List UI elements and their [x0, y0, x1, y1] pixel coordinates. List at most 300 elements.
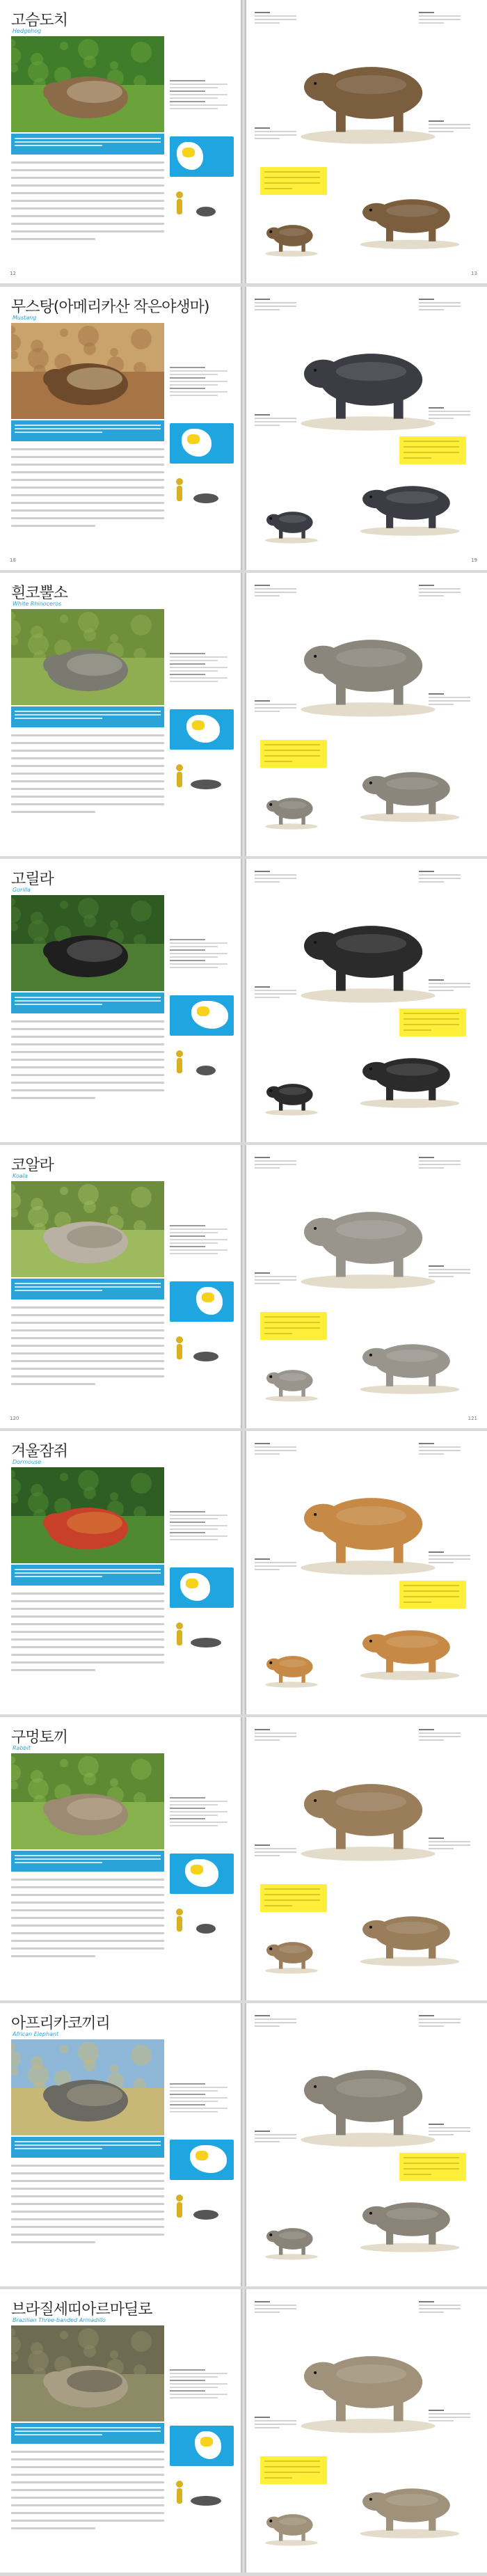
label-line: [255, 585, 270, 586]
caption-line: [15, 1572, 161, 1574]
detail-illustration: [351, 1033, 469, 1109]
caption-line: [15, 2141, 161, 2142]
page-subtitle: White Rhinoceros: [13, 601, 62, 607]
fact-line: [170, 2387, 218, 2388]
book-gutter: [241, 0, 246, 283]
text-line: [11, 230, 164, 232]
label-line: [429, 1555, 470, 1556]
fact-line: [170, 656, 227, 658]
illustration-label: [419, 869, 468, 883]
note-line: [404, 1013, 459, 1014]
label-line: [429, 2124, 444, 2125]
fact-line: [170, 1532, 205, 1533]
page-subtitle: Hedgehog: [13, 28, 42, 34]
map-range-marker: [200, 2437, 213, 2447]
text-line: [11, 757, 164, 759]
label-line: [255, 1167, 280, 1169]
page-number-right: 19: [471, 558, 477, 563]
text-line: [11, 2226, 164, 2228]
caption-line: [15, 1290, 102, 1291]
text-line: [11, 1608, 164, 1610]
fact-line: [170, 101, 205, 102]
label-line: [255, 302, 296, 303]
text-line: [11, 1886, 164, 1888]
label-line: [255, 997, 280, 998]
fact-line: [170, 2394, 227, 2395]
label-line: [429, 693, 444, 695]
main-illustration: [288, 1173, 448, 1291]
spread-armadillo: [0, 2289, 487, 2573]
spread-horse: [0, 287, 487, 570]
text-line: [11, 788, 164, 790]
text-line: [11, 1043, 164, 1045]
label-line: [255, 2308, 296, 2309]
text-line: [11, 517, 164, 519]
fact-line: [170, 2111, 218, 2112]
text-line: [11, 494, 164, 496]
small-illustration: [260, 1640, 323, 1689]
caption-line: [15, 138, 161, 139]
label-line: [429, 131, 454, 132]
fact-line: [170, 1797, 205, 1799]
label-line: [429, 1558, 470, 1560]
fact-line: [170, 2383, 227, 2385]
text-line: [11, 1638, 164, 1641]
label-line: [419, 585, 434, 586]
fact-box: [170, 1509, 234, 1542]
fact-line: [170, 1525, 227, 1526]
text-line: [11, 487, 164, 489]
spread-gorilla: [0, 859, 487, 1142]
label-line: [429, 411, 470, 412]
main-illustration: [288, 315, 448, 433]
fact-line: [170, 677, 227, 679]
fact-line: [170, 1518, 218, 1519]
label-line: [255, 1736, 296, 1737]
label-line: [255, 1558, 270, 1560]
range-map: [170, 1854, 234, 1894]
text-line: [11, 223, 164, 225]
book-gutter: [241, 1145, 246, 1428]
map-range-marker: [192, 720, 205, 730]
main-illustration: [288, 887, 448, 1005]
range-map: [170, 423, 234, 464]
fact-line: [170, 80, 205, 81]
label-line: [255, 2424, 296, 2425]
note-line: [404, 452, 459, 453]
label-line: [255, 1569, 280, 1570]
label-line: [429, 2417, 470, 2418]
text-line: [11, 1925, 164, 1927]
text-line: [11, 1028, 164, 1030]
label-line: [419, 874, 461, 876]
caption-line: [15, 425, 161, 426]
label-line: [429, 697, 470, 698]
fact-line: [170, 1515, 227, 1516]
text-line: [11, 238, 95, 240]
photo-caption: [11, 134, 164, 155]
illustration-label: [255, 698, 303, 712]
illustration-label: [255, 10, 303, 24]
page-subtitle: Koala: [13, 1173, 28, 1179]
page-number-right: 121: [468, 1416, 477, 1421]
text-line: [11, 2188, 164, 2190]
text-line: [11, 2234, 164, 2236]
text-line: [11, 1329, 164, 1332]
fact-line: [170, 1511, 205, 1512]
fact-line: [170, 2094, 205, 2095]
range-map: [170, 1567, 234, 1608]
main-photo: [11, 895, 164, 991]
fact-line: [170, 1253, 218, 1254]
fact-line: [170, 2101, 218, 2102]
book-gutter: [241, 859, 246, 1142]
text-line: [11, 1051, 164, 1053]
note-line: [264, 1894, 320, 1895]
label-line: [255, 1851, 296, 1853]
size-comparison: [170, 1904, 234, 1938]
main-illustration: [288, 2317, 448, 2435]
map-range-marker: [187, 434, 200, 444]
label-line: [255, 138, 280, 139]
label-line: [255, 15, 296, 17]
text-line: [11, 1082, 164, 1084]
illustration-label: [419, 1155, 468, 1169]
small-illustration: [260, 782, 323, 830]
illustration-label: [429, 691, 477, 705]
fact-line: [170, 370, 227, 372]
page-title: 고릴라: [11, 871, 54, 888]
right-page: [246, 1717, 487, 2000]
note-line: [264, 1905, 292, 1906]
text-line: [11, 2218, 164, 2220]
label-line: [419, 1453, 444, 1455]
label-line: [255, 421, 296, 422]
detail-illustration: [351, 1891, 469, 1968]
highlight-note: [399, 436, 466, 464]
text-line: [11, 2466, 164, 2468]
fact-line: [170, 653, 205, 654]
note-line: [264, 1322, 320, 1323]
label-line: [255, 1729, 270, 1730]
right-page: [246, 287, 487, 570]
illustration-label: [419, 1727, 468, 1741]
label-line: [255, 2427, 280, 2428]
page-subtitle: Dormouse: [13, 1459, 42, 1465]
fact-line: [170, 381, 227, 382]
range-map: [170, 136, 234, 177]
label-line: [255, 2015, 270, 2016]
right-page: [246, 573, 487, 856]
text-line: [11, 184, 164, 187]
fact-line: [170, 1239, 227, 1240]
text-line: [11, 177, 164, 179]
fact-box: [170, 1223, 234, 1256]
text-line: [11, 773, 164, 775]
label-line: [419, 19, 461, 20]
label-line: [255, 1565, 296, 1567]
label-line: [429, 1276, 454, 1277]
text-line: [11, 1593, 164, 1595]
note-line: [264, 1888, 320, 1890]
fact-line: [170, 2108, 227, 2109]
illustration-label: [255, 583, 303, 596]
label-line: [255, 2420, 296, 2421]
label-line: [255, 22, 280, 24]
illustration-label: [255, 297, 303, 310]
label-line: [419, 2018, 461, 2020]
text-line: [11, 2180, 164, 2182]
fact-line: [170, 2380, 205, 2381]
illustration-label: [255, 1842, 303, 1856]
text-line: [11, 2241, 95, 2243]
label-line: [255, 1450, 296, 1451]
detail-illustration: [351, 2463, 469, 2540]
small-illustration: [260, 1068, 323, 1116]
page-subtitle: Gorilla: [13, 887, 31, 893]
size-comparison: [170, 1618, 234, 1652]
text-line: [11, 803, 164, 805]
illustration-label: [255, 412, 303, 426]
illustration-label: [255, 2128, 303, 2142]
text-line: [11, 2497, 164, 2499]
page-title: 아프리카코끼리: [11, 2015, 110, 2032]
illustration-label: [419, 2013, 468, 2027]
note-line: [264, 188, 292, 189]
illustration-label: [255, 2299, 303, 2313]
label-line: [255, 2417, 270, 2418]
spread-dormouse: [0, 1431, 487, 1714]
label-line: [429, 2410, 444, 2411]
label-line: [255, 871, 270, 872]
size-comparison: [170, 2476, 234, 2511]
fact-line: [170, 367, 205, 368]
note-line: [264, 755, 320, 757]
label-line: [255, 2022, 296, 2023]
label-line: [419, 1729, 434, 1730]
fact-line: [170, 2397, 218, 2399]
left-page: [0, 2289, 241, 2573]
label-line: [255, 1739, 280, 1741]
label-line: [255, 309, 280, 310]
note-line: [264, 1316, 320, 1318]
caption-line: [15, 718, 102, 719]
fact-line: [170, 1228, 227, 1230]
fact-line: [170, 1818, 205, 1819]
main-photo: [11, 609, 164, 705]
illustration-label: [255, 2415, 303, 2428]
left-page: [0, 1717, 241, 2000]
note-line: [264, 182, 320, 184]
map-range-marker: [195, 2151, 208, 2160]
small-illustration: [260, 1354, 323, 1402]
map-range-marker: [186, 1579, 198, 1588]
text-line: [11, 471, 164, 473]
photo-caption: [11, 1279, 164, 1299]
caption-line: [15, 1286, 161, 1288]
small-illustration: [260, 496, 323, 544]
page-subtitle: Rabbit: [13, 1745, 31, 1751]
illustration-label: [419, 10, 468, 24]
caption-line: [15, 432, 102, 433]
label-line: [419, 1736, 461, 1737]
label-line: [255, 874, 296, 876]
main-photo: [11, 2325, 164, 2421]
label-line: [419, 881, 444, 883]
text-line: [11, 1074, 164, 1076]
text-line: [11, 1940, 164, 1942]
note-line: [404, 1585, 459, 1586]
main-photo: [11, 1753, 164, 1849]
book-gutter: [241, 573, 246, 856]
note-line: [404, 441, 459, 442]
text-line: [11, 200, 164, 202]
fact-line: [170, 1539, 218, 1540]
fact-line: [170, 960, 205, 961]
label-line: [255, 1283, 280, 1284]
label-line: [429, 1272, 470, 1274]
label-line: [429, 1841, 470, 1842]
main-illustration: [288, 601, 448, 719]
left-page: [0, 573, 241, 856]
page-number-left: 120: [10, 1416, 19, 1421]
photo-caption: [11, 1851, 164, 1872]
map-range-marker: [182, 148, 195, 157]
illustration-label: [429, 2408, 477, 2421]
fact-line: [170, 1246, 205, 1247]
label-line: [429, 986, 470, 988]
label-line: [255, 881, 280, 883]
fact-line: [170, 1235, 205, 1237]
label-line: [419, 15, 461, 17]
text-line: [11, 1383, 95, 1385]
fact-box: [170, 1795, 234, 1828]
illustration-label: [429, 1835, 477, 1849]
label-line: [429, 1848, 454, 1849]
label-line: [429, 1265, 444, 1267]
label-line: [429, 414, 470, 416]
fact-line: [170, 90, 205, 92]
fact-line: [170, 660, 218, 661]
map-range-marker: [202, 1293, 214, 1302]
label-line: [255, 1855, 280, 1856]
left-page: [0, 2003, 241, 2286]
page-subtitle: African Elephant: [13, 2031, 59, 2037]
illustration-label: [429, 1263, 477, 1277]
note-line: [404, 2157, 459, 2158]
text-line: [11, 811, 95, 813]
size-comparison: [170, 2190, 234, 2225]
label-line: [255, 2134, 296, 2135]
note-line: [264, 2460, 320, 2462]
label-line: [419, 1167, 444, 1169]
note-line: [404, 1602, 431, 1603]
label-line: [255, 1157, 270, 1158]
caption-line: [15, 1283, 161, 1284]
text-line: [11, 2451, 164, 2453]
page-title: 고슴도치: [11, 12, 68, 29]
label-line: [429, 704, 454, 705]
note-line: [404, 1029, 431, 1031]
illustration-label: [255, 1727, 303, 1741]
text-line: [11, 1902, 164, 1904]
note-line: [264, 1899, 320, 1901]
caption-line: [15, 1004, 102, 1005]
fact-line: [170, 1522, 205, 1523]
label-line: [429, 1562, 454, 1563]
text-line: [11, 1654, 164, 1656]
main-illustration: [288, 1745, 448, 1863]
note-line: [264, 171, 320, 173]
page-title: 코알라: [11, 1157, 54, 1174]
fact-line: [170, 939, 205, 940]
text-line: [11, 2474, 164, 2476]
fact-line: [170, 108, 218, 109]
body-text: [11, 1020, 164, 1105]
body-text: [11, 1593, 164, 1677]
note-line: [404, 2168, 459, 2170]
label-line: [429, 418, 454, 419]
label-line: [255, 299, 270, 300]
small-illustration: [260, 209, 323, 258]
label-line: [255, 1446, 296, 1448]
label-line: [255, 1443, 270, 1444]
caption-line: [15, 1855, 161, 1856]
caption-line: [15, 2431, 161, 2432]
illustration-label: [429, 977, 477, 991]
detail-illustration: [351, 1605, 469, 1682]
caption-line: [15, 711, 161, 712]
photo-caption: [11, 2137, 164, 2158]
caption-line: [15, 2144, 161, 2146]
fact-line: [170, 953, 227, 954]
page-number-left: 18: [10, 558, 16, 563]
fact-line: [170, 663, 205, 665]
map-range-marker: [191, 1865, 203, 1874]
note-line: [264, 1333, 292, 1334]
label-line: [419, 588, 461, 590]
fact-line: [170, 1801, 227, 1802]
label-line: [255, 711, 280, 712]
label-line: [419, 309, 444, 310]
label-line: [255, 1732, 296, 1734]
spread-rabbit: [0, 1717, 487, 2000]
fact-line: [170, 956, 218, 958]
text-line: [11, 1646, 164, 1648]
illustration-label: [255, 1556, 303, 1570]
text-line: [11, 1615, 164, 1618]
book-gutter: [241, 2289, 246, 2573]
note-line: [404, 446, 459, 448]
detail-illustration: [351, 461, 469, 537]
text-line: [11, 2489, 164, 2491]
label-line: [255, 707, 296, 709]
page-number-right: 13: [471, 271, 477, 276]
right-page: [246, 2003, 487, 2286]
illustration-label: [255, 125, 303, 139]
note-line: [264, 177, 320, 178]
highlight-note: [260, 1312, 327, 1340]
label-line: [429, 983, 470, 984]
detail-illustration: [351, 747, 469, 823]
detail-illustration: [351, 1319, 469, 1396]
label-line: [419, 878, 461, 879]
size-comparison: [170, 1045, 234, 1080]
book-gutter: [241, 1717, 246, 2000]
label-line: [429, 2131, 470, 2132]
label-line: [429, 2413, 470, 2415]
range-map: [170, 1281, 234, 1322]
